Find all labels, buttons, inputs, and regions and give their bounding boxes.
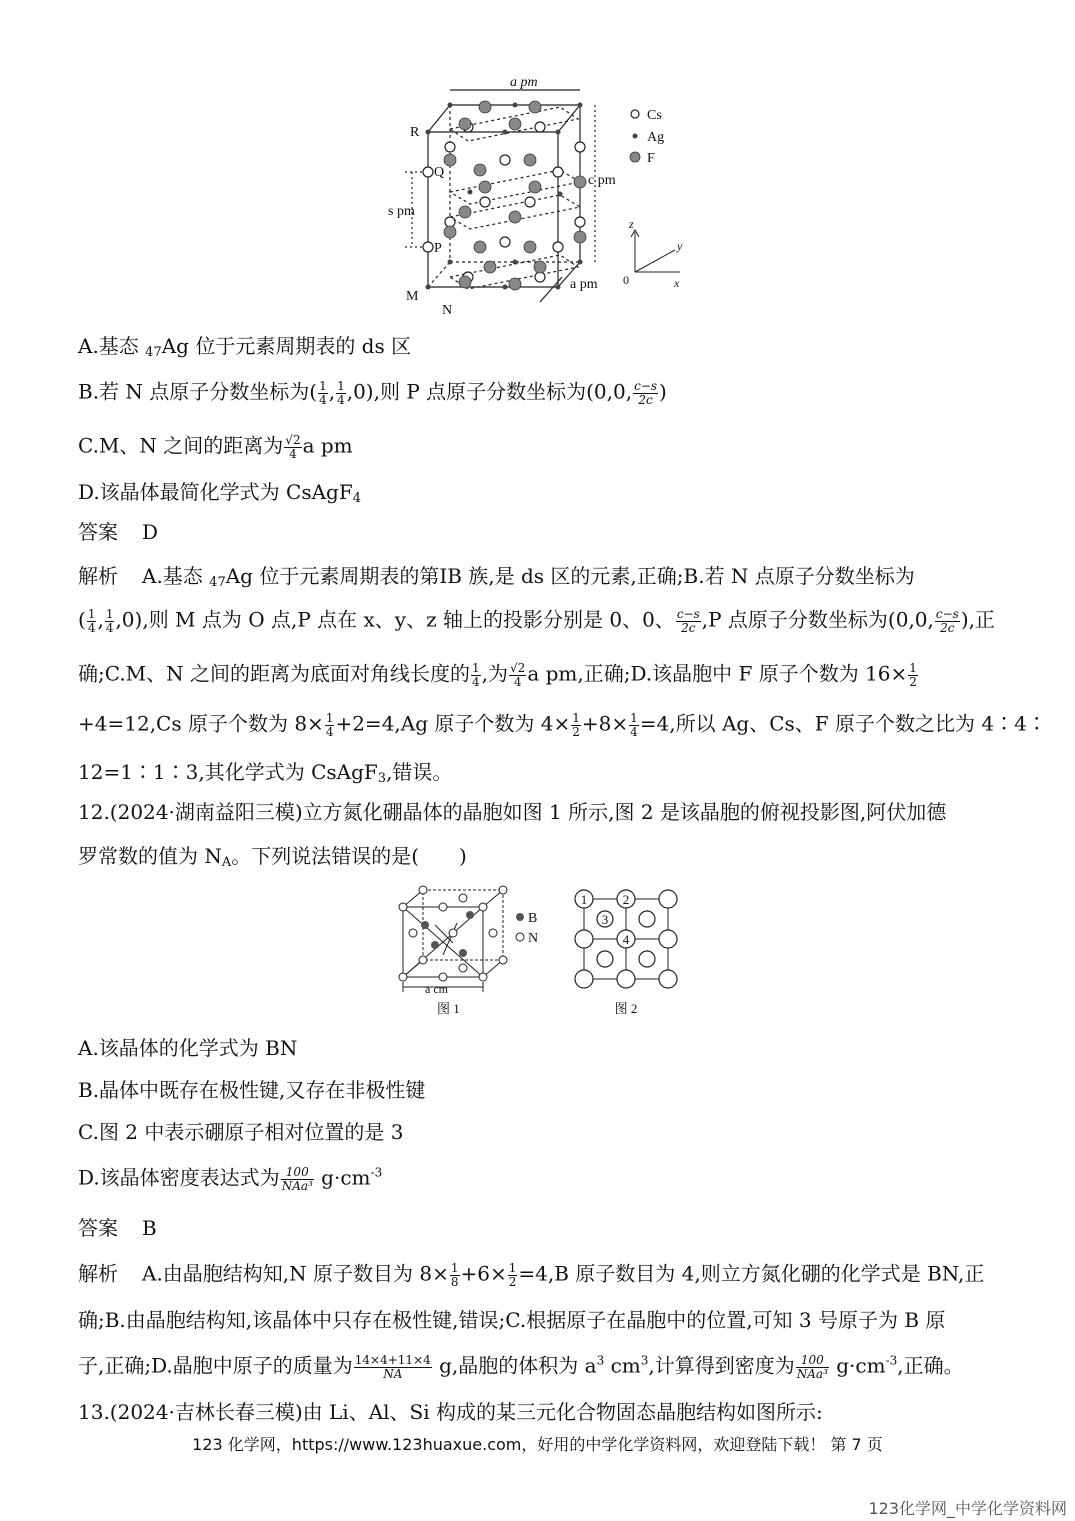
q12-option-b: B.晶体中既存在极性键,又存在非极性键 — [78, 1078, 426, 1102]
bn-length-label: a cm — [425, 982, 448, 996]
q12-option-d: D.该晶体密度表达式为 $\frac{100}{\text{NAa³}}$ $g\cdot cm^{-3}$ — [78, 1165, 383, 1193]
q12-option-c: C.图 2 中表示硼原子相对位置的是 3 — [78, 1120, 404, 1144]
q11-explanation-2: ( $\frac{1}{4}$ , $\frac{1}{4}$ ,0),则 M 点为 O 点,P 点在 x、y、z 轴上的投影分别是 0、0、 $\frac{c-s}{2c}$ ,P 点原子分数坐标为(0,0, $\frac{c-s}{2c}$ ),正 — [78, 607, 995, 635]
projection-number-3: 3 — [601, 912, 609, 927]
q13-stem: 13.(2024·吉林长春三模)由 Li、Al、Si 构成的某三元化合物固态晶胞结构如图所示: — [78, 1400, 823, 1424]
q12-explanation-1: 解析 A.由晶胞结构知,N 原子数目为 8× $\frac{1}{8}$ +6× $\frac{1}{2}$ =4,B 原子数目为 4,则立方氮化硼的化学式是 BN,正 — [78, 1261, 985, 1289]
label-M: M — [406, 289, 419, 304]
q12-option-a: A.该晶体的化学式为 BN — [78, 1036, 298, 1060]
figure-2-caption: 图 2 — [614, 1001, 638, 1016]
q11-explanation-4: +4=12,Cs 原子个数为 8× $\frac{1}{4}$ +2=4,Ag 原子个数为 4× $\frac{1}{2}$ +8× $\frac{1}{4}$ =4,所以 Ag、Cs、F 原子个数之比为 4∶4∶ — [78, 711, 1047, 739]
bn-legend-b: B — [528, 911, 538, 926]
bn-cell-figure-1 — [395, 885, 545, 1020]
axis-origin: 0 — [623, 273, 629, 287]
figure-1-caption: 图 1 — [437, 1001, 460, 1016]
watermark: 123化学网_中学化学资料网 — [868, 1499, 1067, 1518]
label-a-top: a pm — [510, 75, 538, 90]
cs-ag-f-cell-figure — [380, 72, 710, 322]
label-c: c pm — [588, 173, 616, 188]
q11-explanation-1: 解析 A.基态 47Ag 位于元素周期表的第ⅠB 族,是 ds 区的元素,正确;B.若 N 点原子分数坐标为 — [78, 564, 915, 590]
cs-ag-f-cell-diagram — [380, 72, 710, 322]
q12-explanation-3: 子,正确;D.晶胞中原子的质量为 $\frac{14\times 4+11\times 4}{NA}$ g,晶胞的体积为 $a^3$ $cm^3$,计算得到密度为 $\frac{100}{\text{NAa³}}$ $g\cdot cm^{-3}$,正确。 — [78, 1353, 964, 1381]
label-Q: Q — [434, 165, 445, 180]
axis-x: x — [674, 276, 680, 290]
legend-f: F — [647, 151, 655, 166]
label-a-side: a pm — [570, 277, 598, 292]
q12-stem-2: 罗常数的值为 $N_A$。下列说法错误的是( ) — [78, 844, 467, 870]
q11-explanation-3: 确;C.M、N 之间的距离为底面对角线长度的 $\frac{1}{4}$ ,为 $\frac{√2}{4}$ a pm,正确;D.该晶胞中 F 原子个数为 16× $\frac{1}{2}$ — [78, 661, 917, 689]
projection-number-2: 2 — [622, 892, 630, 907]
q11-option-a: A.基态 47Ag 位于元素周期表的 ds 区 — [78, 334, 412, 360]
q11-option-c: C.M、N 之间的距离为 $\frac{√2}{4}$ a pm — [78, 433, 353, 461]
bn-cell-diagram — [395, 885, 545, 1020]
projection-number-4: 4 — [622, 932, 630, 947]
projection-number-1: 1 — [580, 892, 588, 907]
bn-projection-figure-2 — [572, 885, 682, 1020]
page-footer: 123 化学网，https://www.123huaxue.com，好用的中学化学资料网，欢迎登陆下载！ 第 7 页 — [192, 1435, 883, 1454]
q11-explanation-5: 12=1∶1∶3,其化学式为 CsAgF$_3$,错误。 — [78, 760, 453, 786]
q12-answer: 答案 B — [78, 1216, 157, 1240]
bn-legend-n: N — [528, 931, 539, 946]
q11-option-b: B.若 N 点原子分数坐标为( $\frac{1}{4}$ , $\frac{1}{4}$ ,0),则 P 点原子分数坐标为(0,0, $\frac{c-s}{2c}$ ) — [78, 379, 667, 407]
legend-ag: Ag — [647, 130, 665, 145]
label-s: s pm — [388, 204, 415, 219]
label-R: R — [410, 125, 420, 140]
q12-stem-1: 12.(2024·湖南益阳三模)立方氮化硼晶体的晶胞如图 1 所示,图 2 是该晶胞的俯视投影图,阿伏加德 — [78, 800, 947, 824]
q11-answer: 答案 D — [78, 520, 159, 544]
q11-option-d: D.该晶体最简化学式为 CsAgF$_4$ — [78, 480, 362, 506]
label-P: P — [434, 241, 442, 256]
label-N: N — [442, 303, 453, 318]
legend-cs: Cs — [647, 108, 662, 123]
q12-explanation-2: 确;B.由晶胞结构知,该晶体中只存在极性键,错误;C.根据原子在晶胞中的位置,可知 3 号原子为 B 原 — [78, 1308, 946, 1332]
axis-y: y — [677, 239, 683, 253]
bn-projection-diagram — [572, 885, 682, 1020]
axis-z: z — [629, 217, 634, 231]
